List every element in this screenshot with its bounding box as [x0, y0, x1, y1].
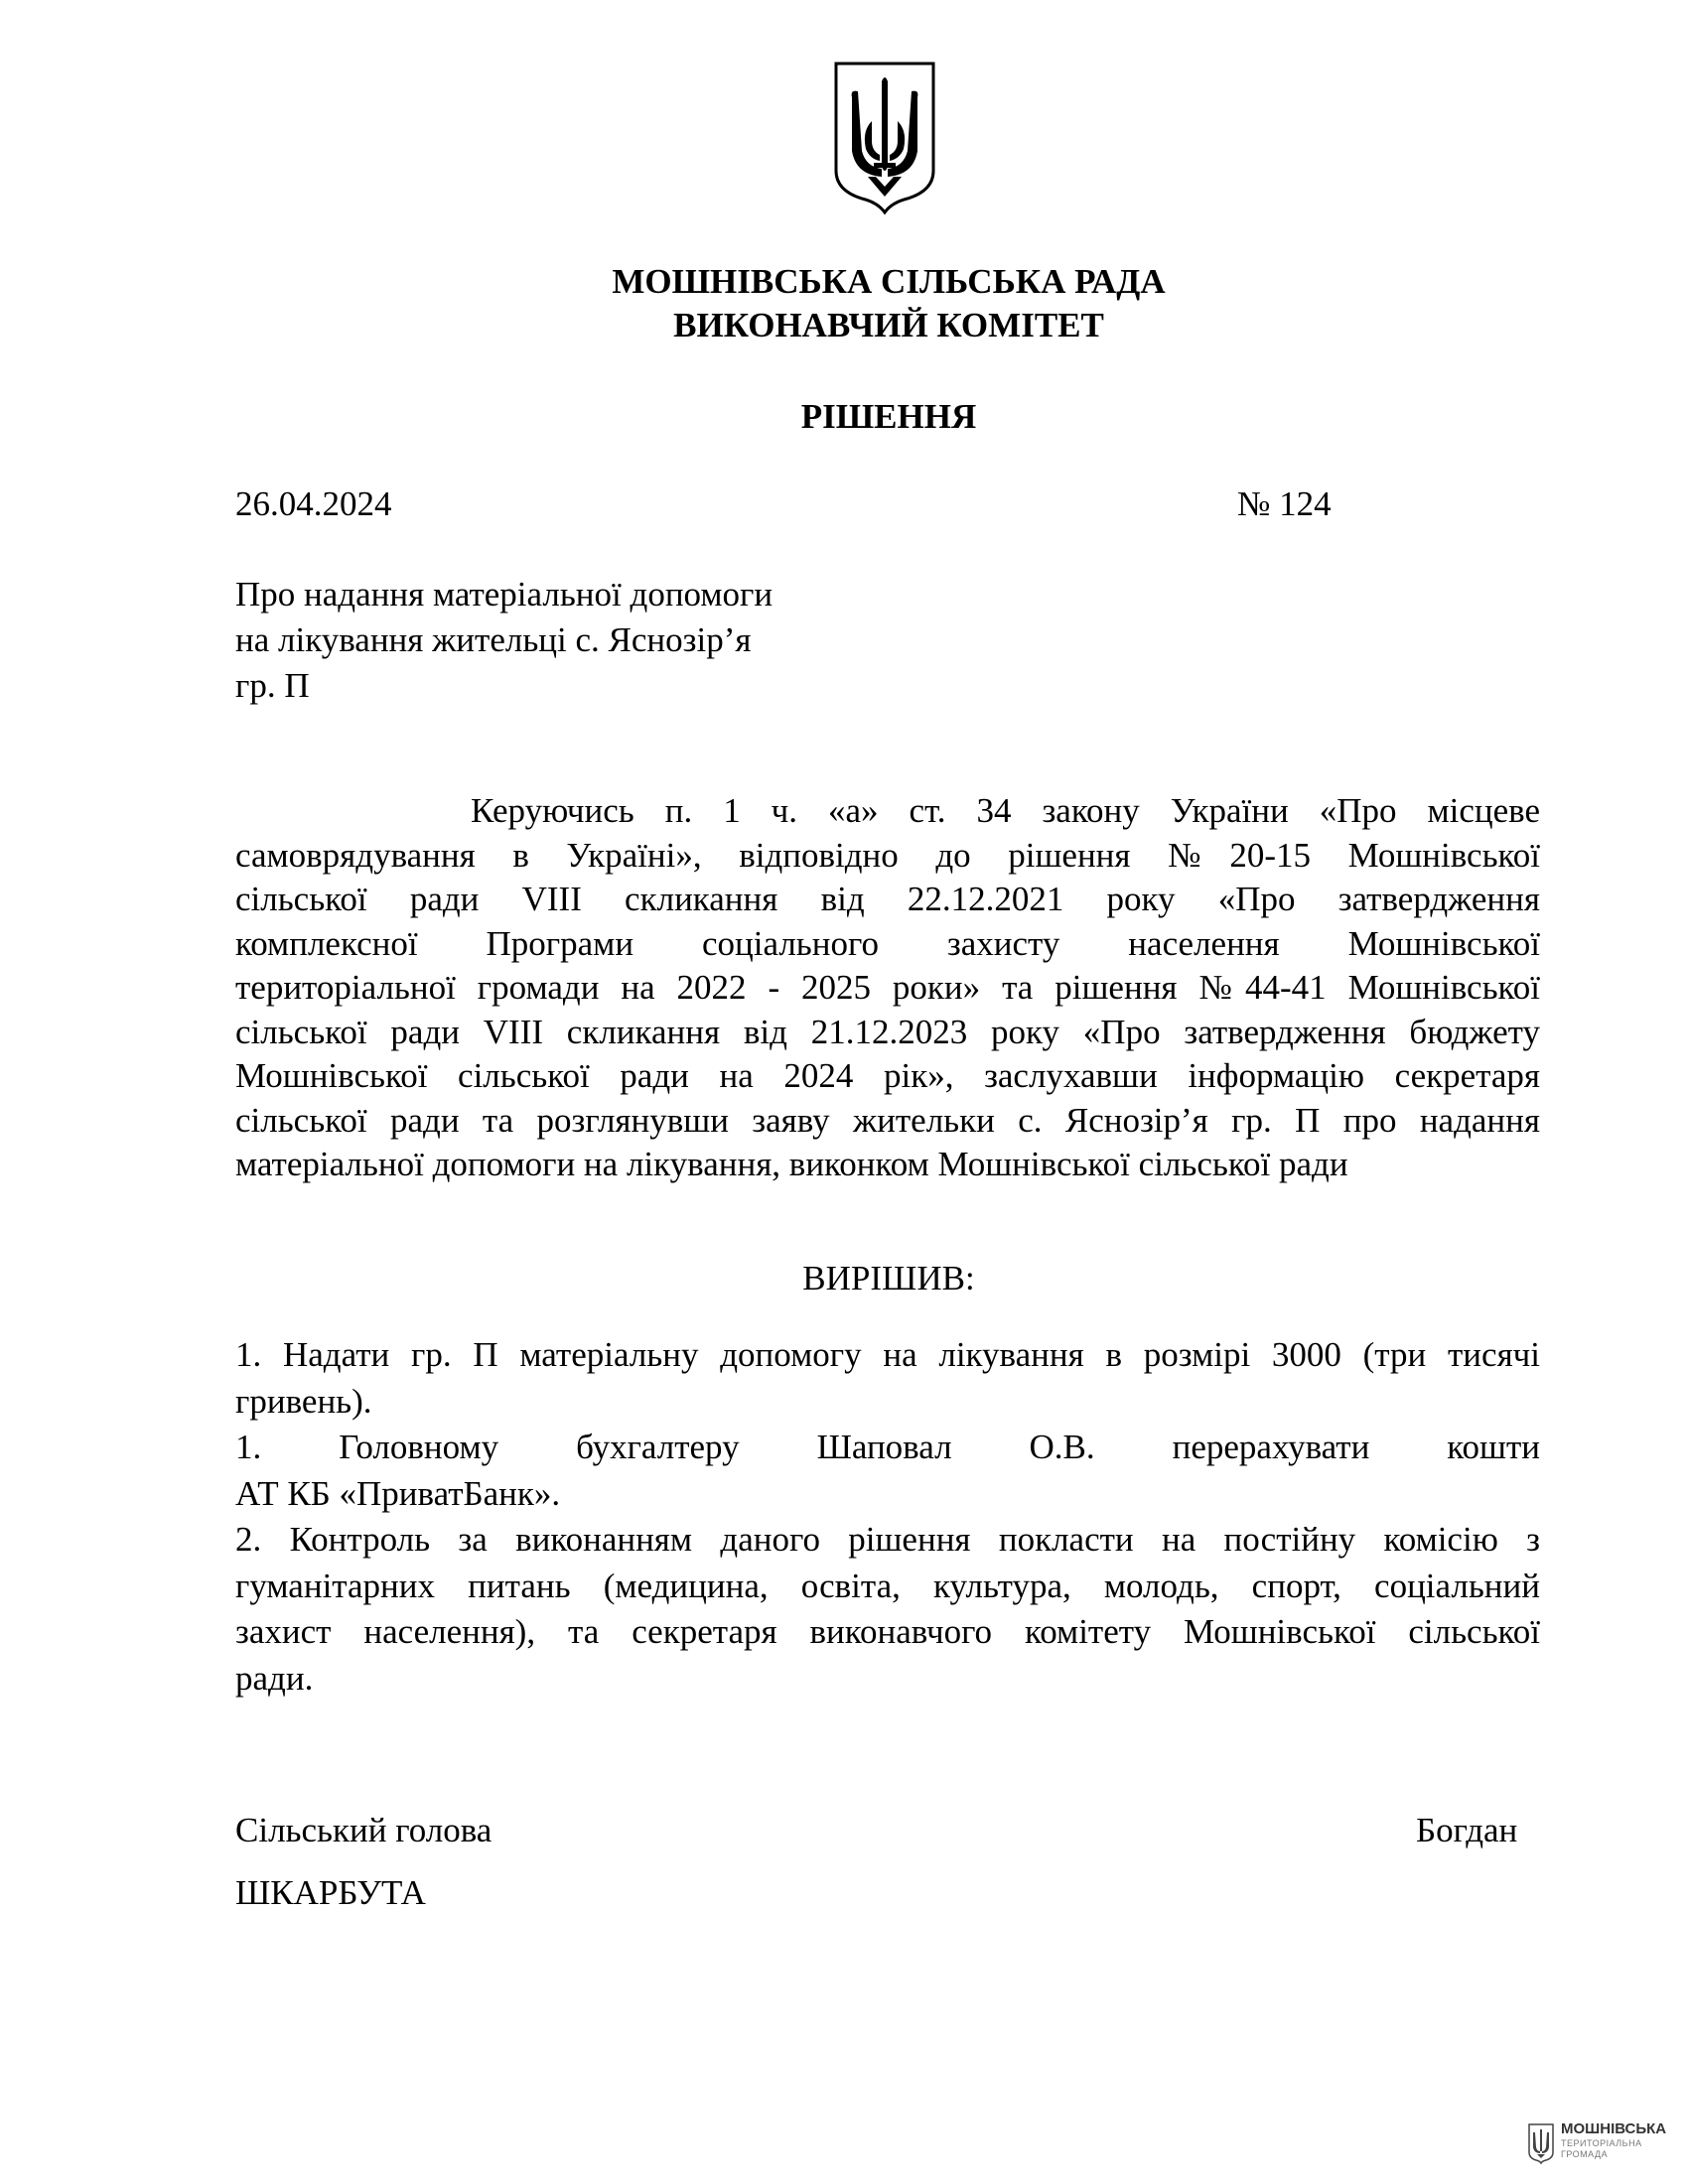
decision-line: 1. Надати гр. П матеріальну допомогу на лікування в розмірі 3000 (три тисячі [235, 1335, 1540, 1374]
signatory-first-name: Богдан [1416, 1811, 1518, 1849]
community-logo-watermark [1527, 2120, 1667, 2168]
decision-line: захист населення), та секретаря виконавчого комітету Мошнівської сільської [235, 1612, 1540, 1651]
signature-block [235, 1799, 492, 1924]
preamble-line: сільської ради VIII скликання від 22.12.2021 року «Про затвердження [235, 880, 1540, 918]
document-title: РІШЕННЯ [800, 397, 977, 436]
subject-line: гр. П [235, 666, 310, 705]
preamble-line: територіальної громади на 2022 - 2025 роки» та рішення №44-41 Мошнівської [235, 968, 1540, 1007]
decision-line: 2. Контроль за виконанням даного рішення покласти на постійну комісію з [235, 1520, 1540, 1559]
subject-line: на лікування жительці с. Яснозір’я [235, 620, 752, 659]
preamble-paragraph [235, 789, 1540, 1187]
document-number: № 124 [1237, 484, 1332, 523]
organization-name: МОШНІВСЬКА СІЛЬСЬКА РАДА [612, 262, 1166, 301]
preamble-line: сільської ради VIII скликання від 21.12.2023 року «Про затвердження бюджету [235, 1012, 1540, 1051]
decision-items [235, 1332, 1540, 1702]
document-date: 26.04.2024 [235, 484, 392, 523]
preamble-line: Керуючись п. 1 ч. «а» ст. 34 закону України «Про місцеве [471, 791, 1540, 830]
decision-line: ради. [235, 1658, 314, 1698]
decision-line: гривень). [235, 1381, 372, 1421]
decision-line: АТ КБ «ПриватБанк». [235, 1473, 561, 1513]
preamble-line: сільської ради та розглянувши заяву жительки с. Яснозір’я гр. П про надання [235, 1100, 1540, 1140]
decision-line: гуманітарних питань (медицина, освіта, культура, молодь, спорт, соціальний [235, 1566, 1540, 1605]
document-subject [235, 572, 891, 709]
watermark-line-2: ТЕРИТОРІАЛЬНА [1561, 2138, 1642, 2148]
watermark-line-3: ГРОМАДА [1561, 2149, 1609, 2159]
subject-line: Про надання матеріальної допомоги [235, 575, 774, 614]
decision-heading: ВИРІШИВ: [802, 1259, 975, 1297]
organization-committee: ВИКОНАВЧИЙ КОМІТЕТ [673, 306, 1104, 344]
watermark-line-1: МОШНІВСЬКА [1561, 2120, 1667, 2137]
coat-of-arms-icon [832, 60, 937, 214]
preamble-line: комплексної Програми соціального захисту населення Мошнівської [235, 923, 1540, 963]
preamble-line: самоврядування в Україні», відповідно до рішення №20-15 Мошнівської [235, 835, 1540, 875]
trident-icon [1527, 2122, 1555, 2164]
preamble-line: матеріальної допомоги на лікування, виконком Мошнівської сільської ради [235, 1145, 1348, 1183]
signatory-surname: ШКАРБУТА [235, 1873, 426, 1912]
preamble-line: Мошнівської сільської ради на 2024 рік», заслухавши інформацію секретаря [235, 1056, 1540, 1095]
decision-line: 1. Головному бухгалтеру Шаповал О.В. перерахувати кошти [235, 1428, 1540, 1466]
signatory-position: Сільський голова [235, 1811, 492, 1849]
